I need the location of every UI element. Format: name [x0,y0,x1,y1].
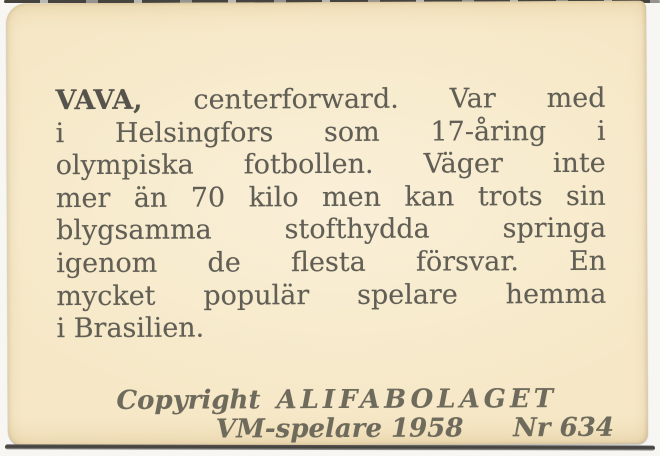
publisher-name: ALIFABOLAGET [276,383,558,416]
text-line-first-rest: centerforward. Var med [193,82,606,116]
trading-card-back [6,1,648,447]
text-line: olympiska fotbollen. Väger inte [55,147,606,182]
scan-edge-bottom [5,444,655,450]
series-line [216,413,614,445]
text-line: mycket populär spelare hemma [56,278,607,312]
text-line-first [55,83,605,118]
card-number: Nr 634 [513,412,614,444]
player-name: VAVA, [55,84,143,117]
text-line-last: i Brasilien. [56,312,205,345]
text-line: mer än 70 kilo men kan trots sin [55,180,606,214]
text-line: blygsamma stofthydda springa [55,213,607,247]
copyright-label: Copyright [116,385,261,416]
series-name: VM-spelare 1958 [215,413,464,445]
text-line: i Helsingfors som 17-åring i [55,115,606,149]
card-description [55,83,606,346]
text-line: igenom de flesta försvar. En [56,245,607,280]
